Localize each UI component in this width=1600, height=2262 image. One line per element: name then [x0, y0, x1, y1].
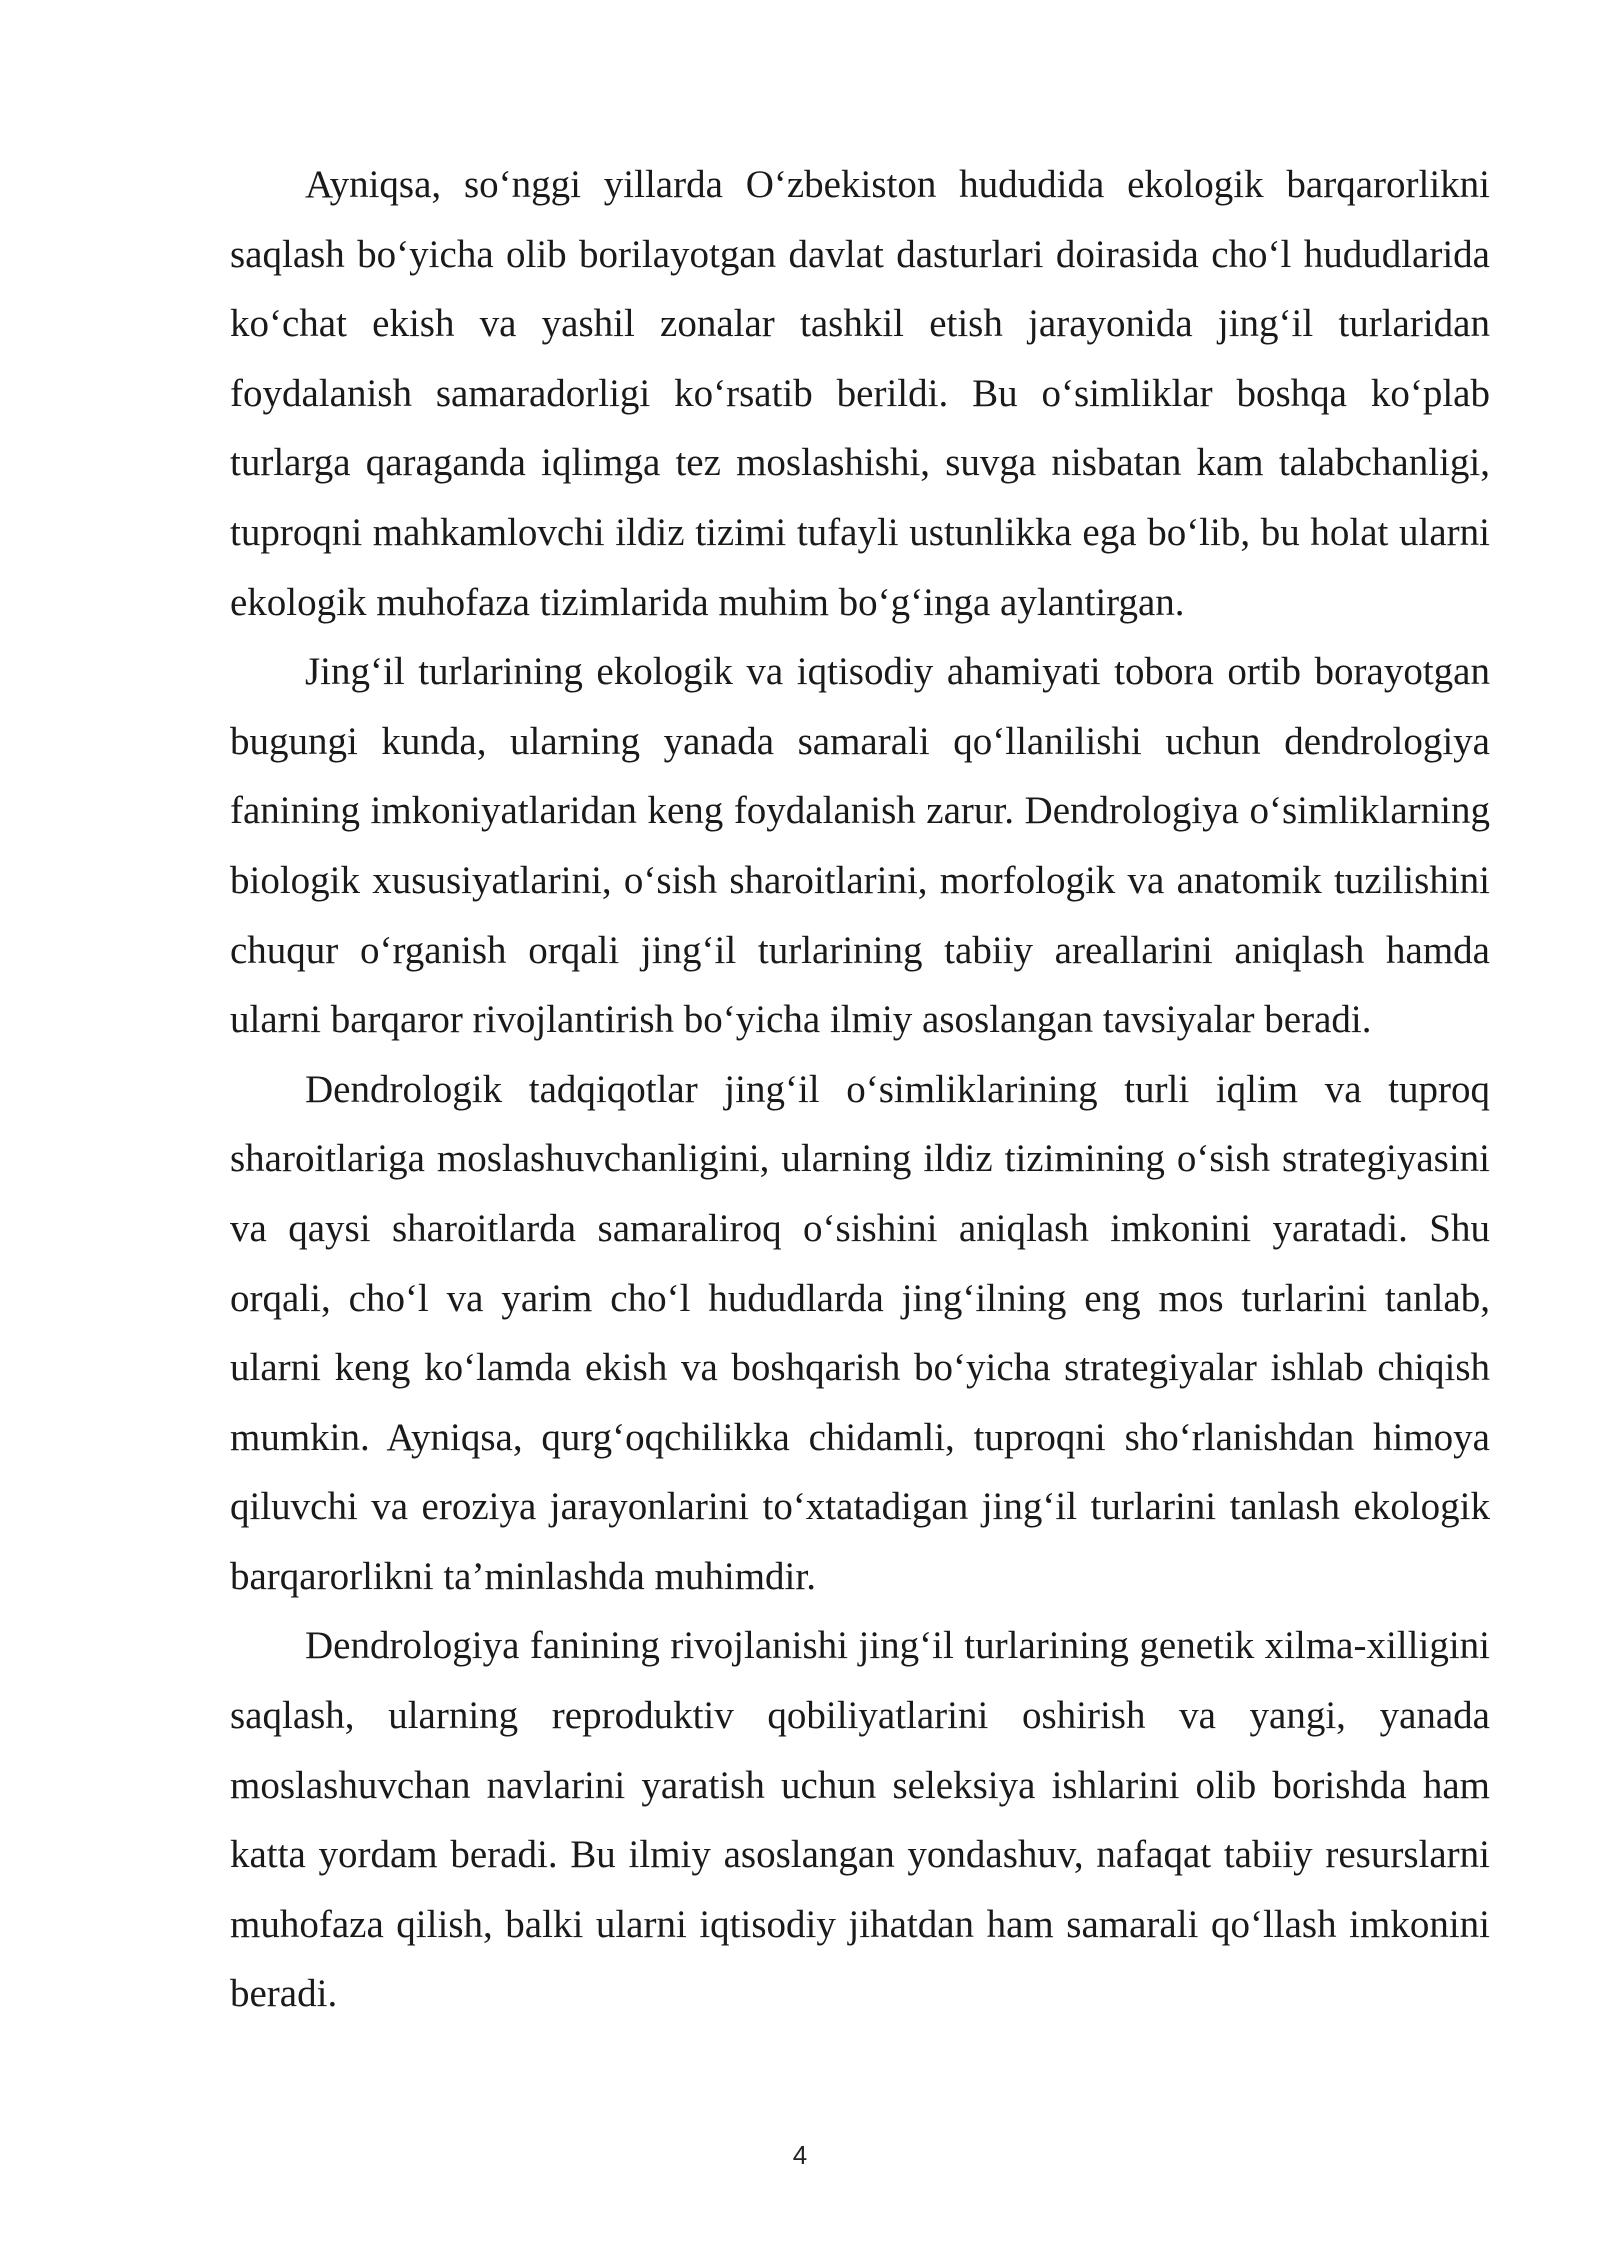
body-text — [230, 150, 1490, 2029]
paragraph: Jing‘il turlarining ekologik va iqtisodiy ahamiyati tobora ortib borayotgan bugungi kunda, ularning yanada samarali qo‘llanilishi uchun dendrologiya fanining imkoniyatlaridan keng foydalanish zarur. Dendrologiya o‘simliklarning biologik xususiyatlarini, o‘sish sharoitlarini, morfologik va anatomik tuzilishini chuqur o‘rganish orqali jing‘il turlarining tabiiy areallarini aniqlash hamda ularni barqaror rivojlantirish bo‘yicha ilmiy asoslangan tavsiyalar beradi. — [230, 650, 1490, 1042]
paragraph: Dendrologiya fanining rivojlanishi jing‘il turlarining genetik xilma-xilligini saqlash, ularning reproduktiv qobiliyatlarini oshirish va yangi, yanada moslashuvchan navlarini yaratish uchun seleksiya ishlarini olib borishda ham katta yordam beradi. Bu ilmiy asoslangan yondashuv, nafaqat tabiiy resurslarni muhofaza qilish, balki ularni iqtisodiy jihatdan ham samarali qo‘llash imkonini beradi. — [230, 1624, 1490, 2016]
paragraph: Dendrologik tadqiqotlar jing‘il o‘simliklarining turli iqlim va tuproq sharoitlariga moslashuvchanligini, ularning ildiz tizimining o‘sish strategiyasini va qaysi sharoitlarda samaraliroq o‘sishini aniqlash imkonini yaratadi. Shu orqali, cho‘l va yarim cho‘l hududlarda jing‘ilning eng mos turlarini tanlab, ularni keng ko‘lamda ekish va boshqarish bo‘yicha strategiyalar ishlab chiqish mumkin. Ayniqsa, qurg‘oqchilikka chidamli, tuproqni sho‘rlanishdan himoya qiluvchi va eroziya jarayonlarini to‘xtatadigan jing‘il turlarini tanlash ekologik barqarorlikni ta’minlashda muhimdir. — [230, 1067, 1490, 1598]
page-number: 4 — [792, 2140, 808, 2170]
paragraph: Ayniqsa, so‘nggi yillarda O‘zbekiston hududida ekologik barqarorlikni saqlash bo‘yicha olib borilayotgan davlat dasturlari doirasida cho‘l hududlarida ko‘chat ekish va yashil zonalar tashkil etish jarayonida jing‘il turlaridan foydalanish samaradorligi ko‘rsatib berildi. Bu o‘simliklar boshqa ko‘plab turlarga qaraganda iqlimga tez moslashishi, suvga nisbatan kam talabchanligi, tuproqni mahkamlovchi ildiz tizimi tufayli ustunlikka ega bo‘lib, bu holat ularni ekologik muhofaza tizimlarida muhim bo‘g‘inga aylantirgan. — [230, 163, 1490, 624]
